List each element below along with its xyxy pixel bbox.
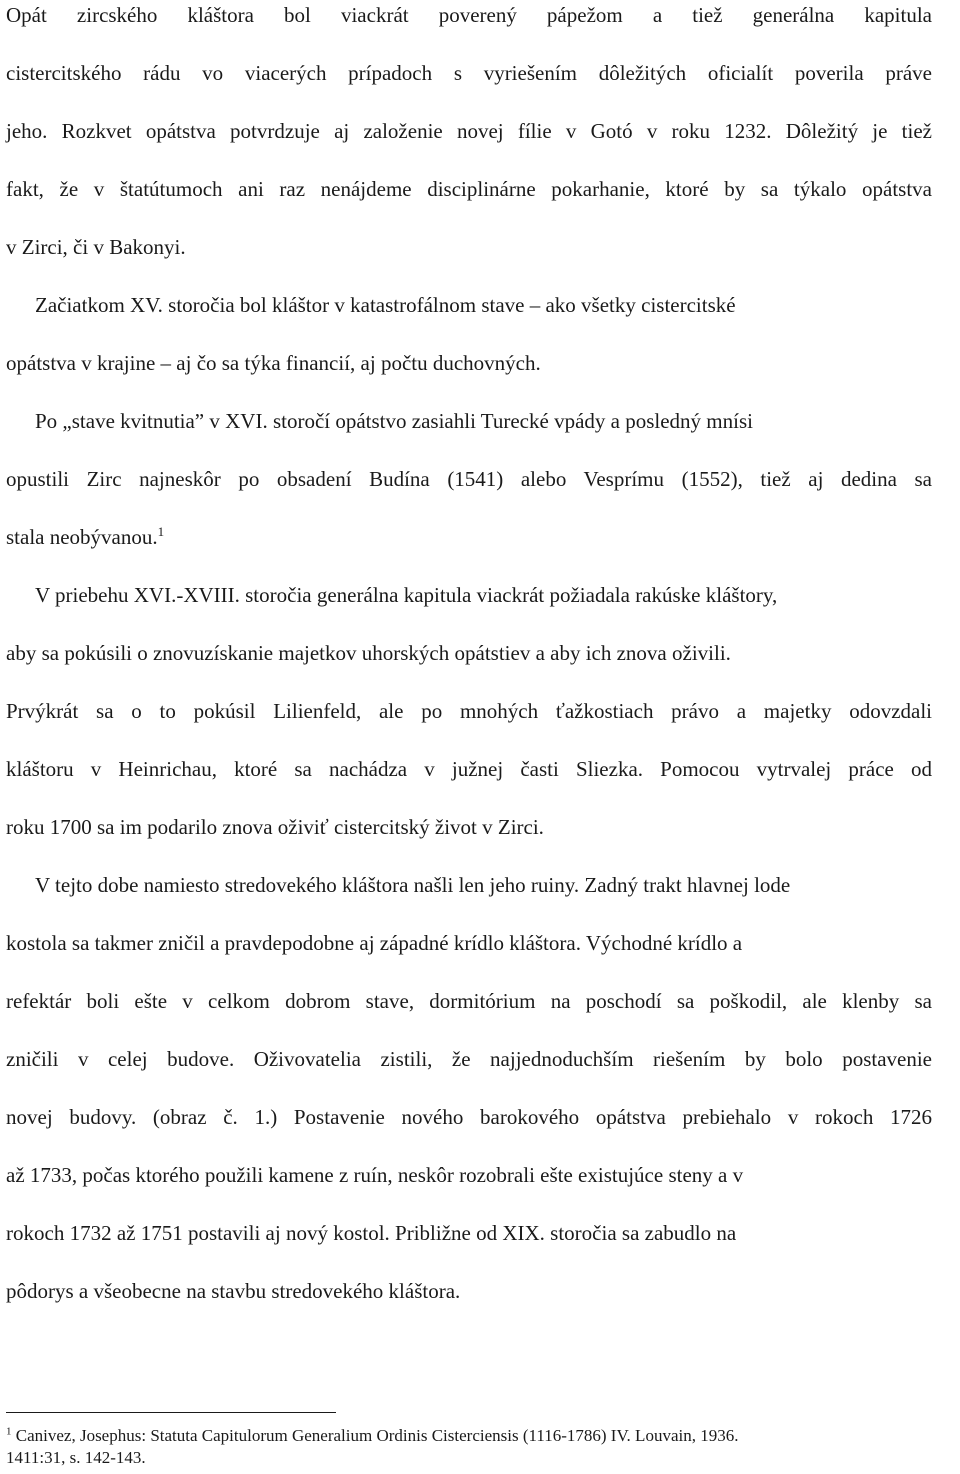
text-line: V priebehu XVI.-XVIII. storočia generálna kapitula viackrát požiadala rakúske kláštory, <box>35 583 778 607</box>
text-line: kostola sa takmer zničil a pravdepodobne aj západné krídlo kláštora. Východné krídlo a <box>6 931 743 955</box>
text-line: refektár boli ešte v celkom dobrom stave, dormitórium na poschodí sa poškodil, ale klenby sa <box>6 989 932 1013</box>
text-line: fakt, že v štatútumoch ani raz nenájdeme disciplinárne pokarhanie, ktoré by sa týkalo opátstva <box>6 177 932 201</box>
text-line: jeho. Rozkvet opátstva potvrdzuje aj založenie novej fílie v Gotó v roku 1232. Dôležitý je tiež <box>6 119 932 143</box>
text-line: aby sa pokúsili o znovuzískanie majetkov uhorských opátstiev a aby ich znova oživili. <box>6 641 731 665</box>
text-line: Začiatkom XV. storočia bol kláštor v katastrofálnom stave – ako všetky cistercitské <box>35 293 736 317</box>
text-line: rokoch 1732 až 1751 postavili aj nový kostol. Približne od XIX. storočia sa zabudlo na <box>6 1221 737 1245</box>
text-line: Opát zircského kláštora bol viackrát poverený pápežom a tiež generálna kapitula <box>6 3 932 27</box>
footnote <box>6 1426 738 1446</box>
footnote-text: Canivez, Josephus: Statuta Capitulorum Generalium Ordinis Cisterciensis (1116-1786) IV. Louvain, 1936. <box>15 1426 739 1445</box>
text-line-content: stala neobývanou. <box>6 525 158 549</box>
text-line: pôdorys a všeobecne na stavbu stredovekého kláštora. <box>6 1279 461 1303</box>
text-line: v Zirci, či v Bakonyi. <box>6 235 186 259</box>
text-line: opátstva v krajine – aj čo sa týka financií, aj počtu duchovných. <box>6 351 541 375</box>
footnote-reference: 1 <box>157 524 165 539</box>
text-line: cistercitského rádu vo viacerých prípadoch s vyriešením dôležitých oficialít poverila práve <box>6 61 932 85</box>
text-line: opustili Zirc najneskôr po obsadení Budína (1541) alebo Vesprímu (1552), tiež aj dedina sa <box>6 467 932 491</box>
text-line: roku 1700 sa im podarilo znova oživiť cistercitský život v Zirci. <box>6 815 544 839</box>
text-line: kláštoru v Heinrichau, ktoré sa nachádza v južnej časti Sliezka. Pomocou vytrvalej práce od <box>6 757 932 781</box>
footnote-number: 1 <box>6 1425 12 1438</box>
text-line: V tejto dobe namiesto stredovekého kláštora našli len jeho ruiny. Zadný trakt hlavnej lode <box>35 873 791 897</box>
text-line: zničili v celej budove. Oživovatelia zistili, že najjednoduchším riešením by bolo postavenie <box>6 1047 932 1071</box>
footnote-continuation: 1411:31, s. 142-143. <box>6 1448 146 1467</box>
text-line: Prvýkrát sa o to pokúsil Lilienfeld, ale po mnohých ťažkostiach právo a majetky odovzdali <box>6 699 932 723</box>
text-line: novej budovy. (obraz č. 1.) Postavenie nového barokového opátstva prebiehalo v rokoch 1726 <box>6 1105 932 1129</box>
text-line <box>6 525 164 549</box>
text-line: Po „stave kvitnutia” v XVI. storočí opátstvo zasiahli Turecké vpády a posledný mnísi <box>35 409 753 433</box>
footnote-separator <box>6 1412 336 1413</box>
text-line: až 1733, počas ktorého použili kamene z ruín, neskôr rozobrali ešte existujúce steny a v <box>6 1163 744 1187</box>
